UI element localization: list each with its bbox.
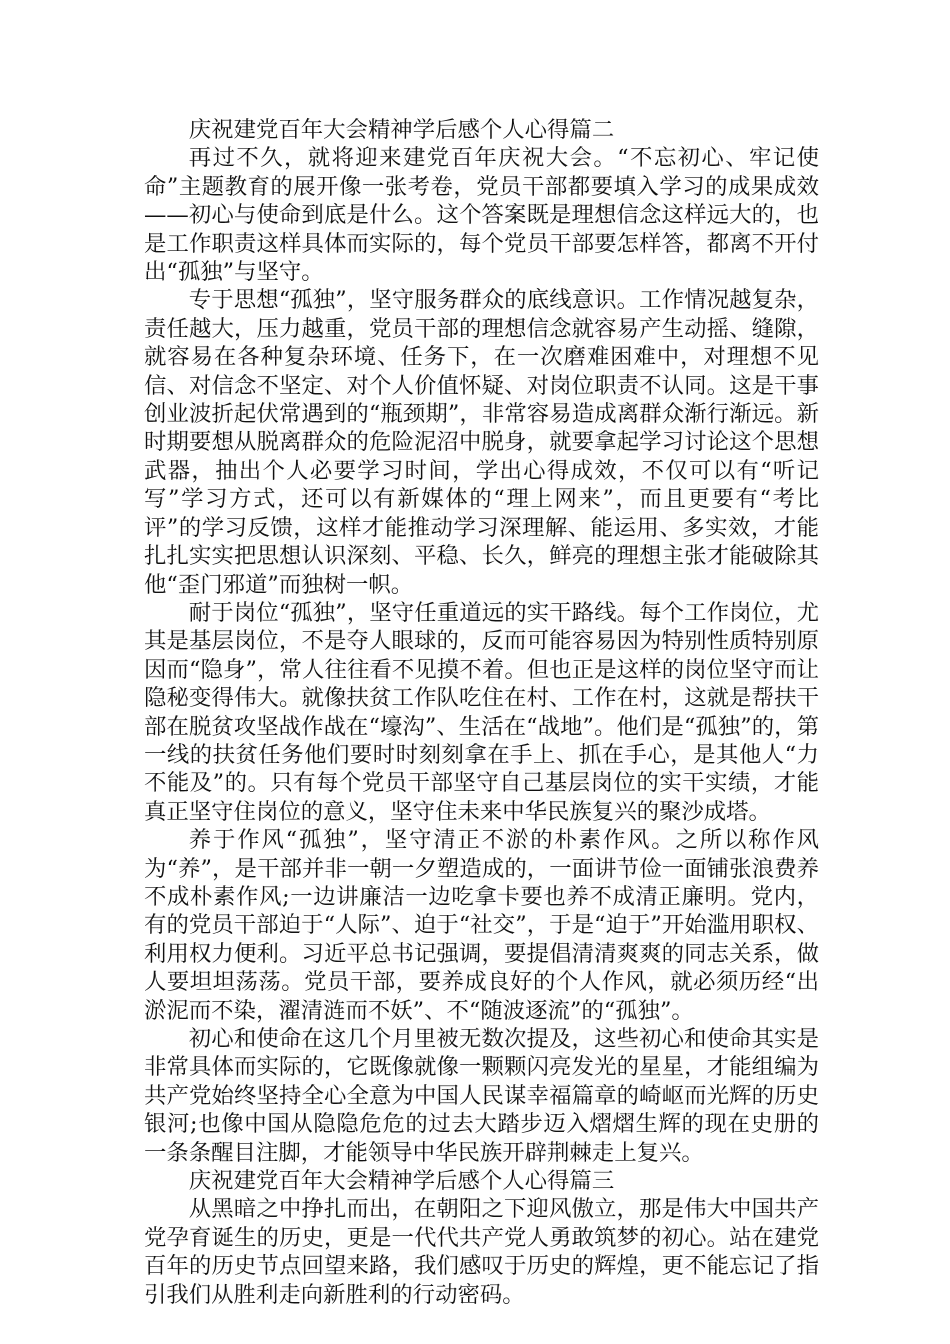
document-body bbox=[144, 116, 819, 1309]
paragraph: 再过不久，就将迎来建党百年庆祝大会。“不忘初心、牢记使命”主题教育的展开像一张考卷，党员干部都要填入学习的成果成效——初心与使命到底是什么。这个答案既是理想信念这样远大的，也是工作职责这样具体而实际的，每个党员干部要怎样答，都离不开付出“孤独”与坚守。 bbox=[144, 145, 819, 286]
paragraph: 初心和使命在这几个月里被无数次提及，这些初心和使命其实是非常具体而实际的，它既像就像一颗颗闪亮发光的星星，才能组编为共产党始终坚持全心全意为中国人民谋幸福篇章的崎岖而光辉的历史银河;也像中国从隐隐危危的过去大踏步迈入熠熠生辉的现在史册的一条条醒目注脚，才能领导中华民族开辟荆棘走上复兴。 bbox=[144, 1026, 819, 1166]
paragraph: 养于作风“孤独”，坚守清正不淤的朴素作风。之所以称作风为“养”，是干部并非一朝一夕塑造成的，一面讲节俭一面铺张浪费养不成朴素作风;一边讲廉洁一边吃拿卡要也养不成清正廉明。党内，有的党员干部迫于“人际”、迫于“社交”，于是“迫于”开始滥用职权、利用权力便利。习近平总书记强调，要提倡清清爽爽的同志关系，做人要坦坦荡荡。党员干部，要养成良好的个人作风，就必须历经“出淤泥而不染，濯清涟而不妖”、不“随波逐流”的“孤独”。 bbox=[144, 827, 819, 1024]
paragraph: 专于思想“孤独”，坚守服务群众的底线意识。工作情况越复杂，责任越大，压力越重，党员干部的理想信念就容易产生动摇、缝隙，就容易在各种复杂环境、任务下，在一次磨难困难中，对理想不见信、对信念不坚定、对个人价值怀疑、对岗位职责不认同。这是干事创业波折起伏常遇到的“瓶颈期”，非常容易造成离群众渐行渐远。新时期要想从脱离群众的危险泥沼中脱身，就要拿起学习讨论这个思想武器，抽出个人必要学习时间，学出心得成效，不仅可以有“听记写”学习方式，还可以有新媒体的“理上网来”，而且更要有“考比评”的学习反馈，这样才能推动学习深理解、能运用、多实效，才能扎扎实实把思想认识深刻、平稳、长久，鲜亮的理想主张才能破除其他“歪门邪道”而独树一帜。 bbox=[144, 287, 819, 598]
paragraph: 耐于岗位“孤独”，坚守任重道远的实干路线。每个工作岗位，尤其是基层岗位，不是夺人眼球的，反而可能容易因为特别性质特别原因而“隐身”，常人往往看不见摸不着。但也正是这样的岗位坚守而让隐秘变得伟大。就像扶贫工作队吃住在村、工作在村，这就是帮扶干部在脱贫攻坚战作战在“壕沟”、生活在“战地”。他们是“孤独”的，第一线的扶贫任务他们要时时刻刻拿在手上、抓在手心，是其他人“力不能及”的。只有每个党员干部坚守自己基层岗位的实干实绩，才能真正坚守住岗位的意义，坚守住未来中华民族复兴的聚沙成塔。 bbox=[144, 599, 819, 825]
paragraph: 从黑暗之中挣扎而出，在朝阳之下迎风傲立，那是伟大中国共产党孕育诞生的历史，更是一代代共产党人勇敢筑梦的初心。站在建党百年的历史节点回望来路，我们感叹于历史的辉煌，更不能忘记了指引我们从胜利走向新胜利的行动密码。 bbox=[144, 1196, 819, 1308]
section-heading: 庆祝建党百年大会精神学后感个人心得篇二 bbox=[188, 117, 615, 143]
section-heading: 庆祝建党百年大会精神学后感个人心得篇三 bbox=[188, 1168, 615, 1195]
